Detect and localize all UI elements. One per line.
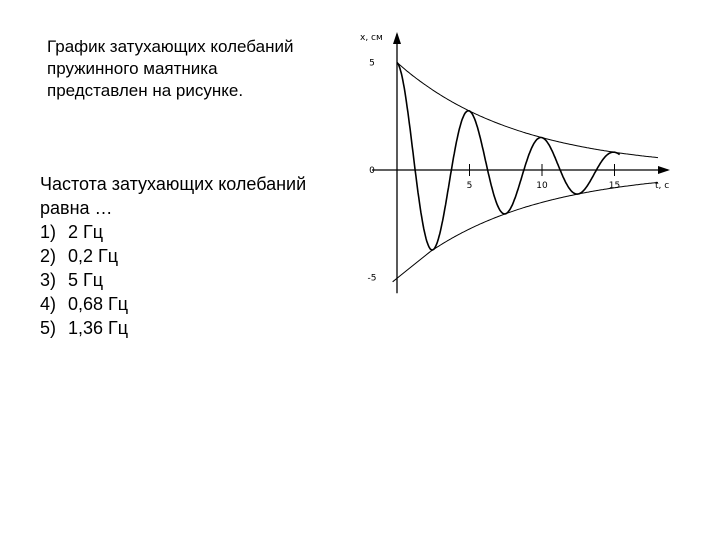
option-number: 3) <box>40 270 57 290</box>
y-tick-label: 0 <box>369 166 375 176</box>
oscillation-line <box>397 63 620 251</box>
intro-line: пружинного маятника <box>47 59 218 78</box>
option-number: 1) <box>40 222 57 242</box>
x-axis-label: t, c <box>655 181 670 191</box>
lower-envelope-start <box>393 252 431 282</box>
answer-option <box>40 268 360 292</box>
upper-envelope <box>397 63 658 158</box>
answer-option <box>40 244 360 268</box>
damped-oscillation-chart <box>350 20 680 300</box>
option-value: 1,36 Гц <box>68 318 129 338</box>
question-block <box>40 172 360 340</box>
oscillation-curve <box>397 63 620 251</box>
answer-option <box>40 316 360 340</box>
answer-option <box>40 220 360 244</box>
chart-axes <box>368 32 670 293</box>
x-axis-arrow <box>658 166 670 174</box>
intro-line: График затухающих колебаний <box>47 37 294 56</box>
option-number: 2) <box>40 246 57 266</box>
option-value: 2 Гц <box>68 222 104 242</box>
y-tick-label: 5 <box>369 58 375 69</box>
option-number: 5) <box>40 318 57 338</box>
intro-line: представлен на рисунке. <box>47 81 244 100</box>
option-value: 5 Гц <box>68 270 104 290</box>
envelope-curves <box>393 63 658 282</box>
x-tick-label: 10 <box>536 181 548 191</box>
y-axis-arrow <box>393 32 401 44</box>
question-line: равна … <box>40 198 113 218</box>
intro-text <box>47 36 337 102</box>
x-tick-label: 5 <box>466 181 473 191</box>
x-tick-label: 15 <box>608 181 621 191</box>
option-number: 4) <box>40 294 57 314</box>
answer-option <box>40 292 360 316</box>
option-value: 0,68 Гц <box>68 294 129 314</box>
question-line: Частота затухающих колебаний <box>40 174 307 194</box>
y-axis-label: x, см <box>360 33 383 43</box>
y-tick-label: -5 <box>367 273 377 284</box>
lower-envelope <box>430 182 658 251</box>
option-value: 0,2 Гц <box>68 246 119 266</box>
